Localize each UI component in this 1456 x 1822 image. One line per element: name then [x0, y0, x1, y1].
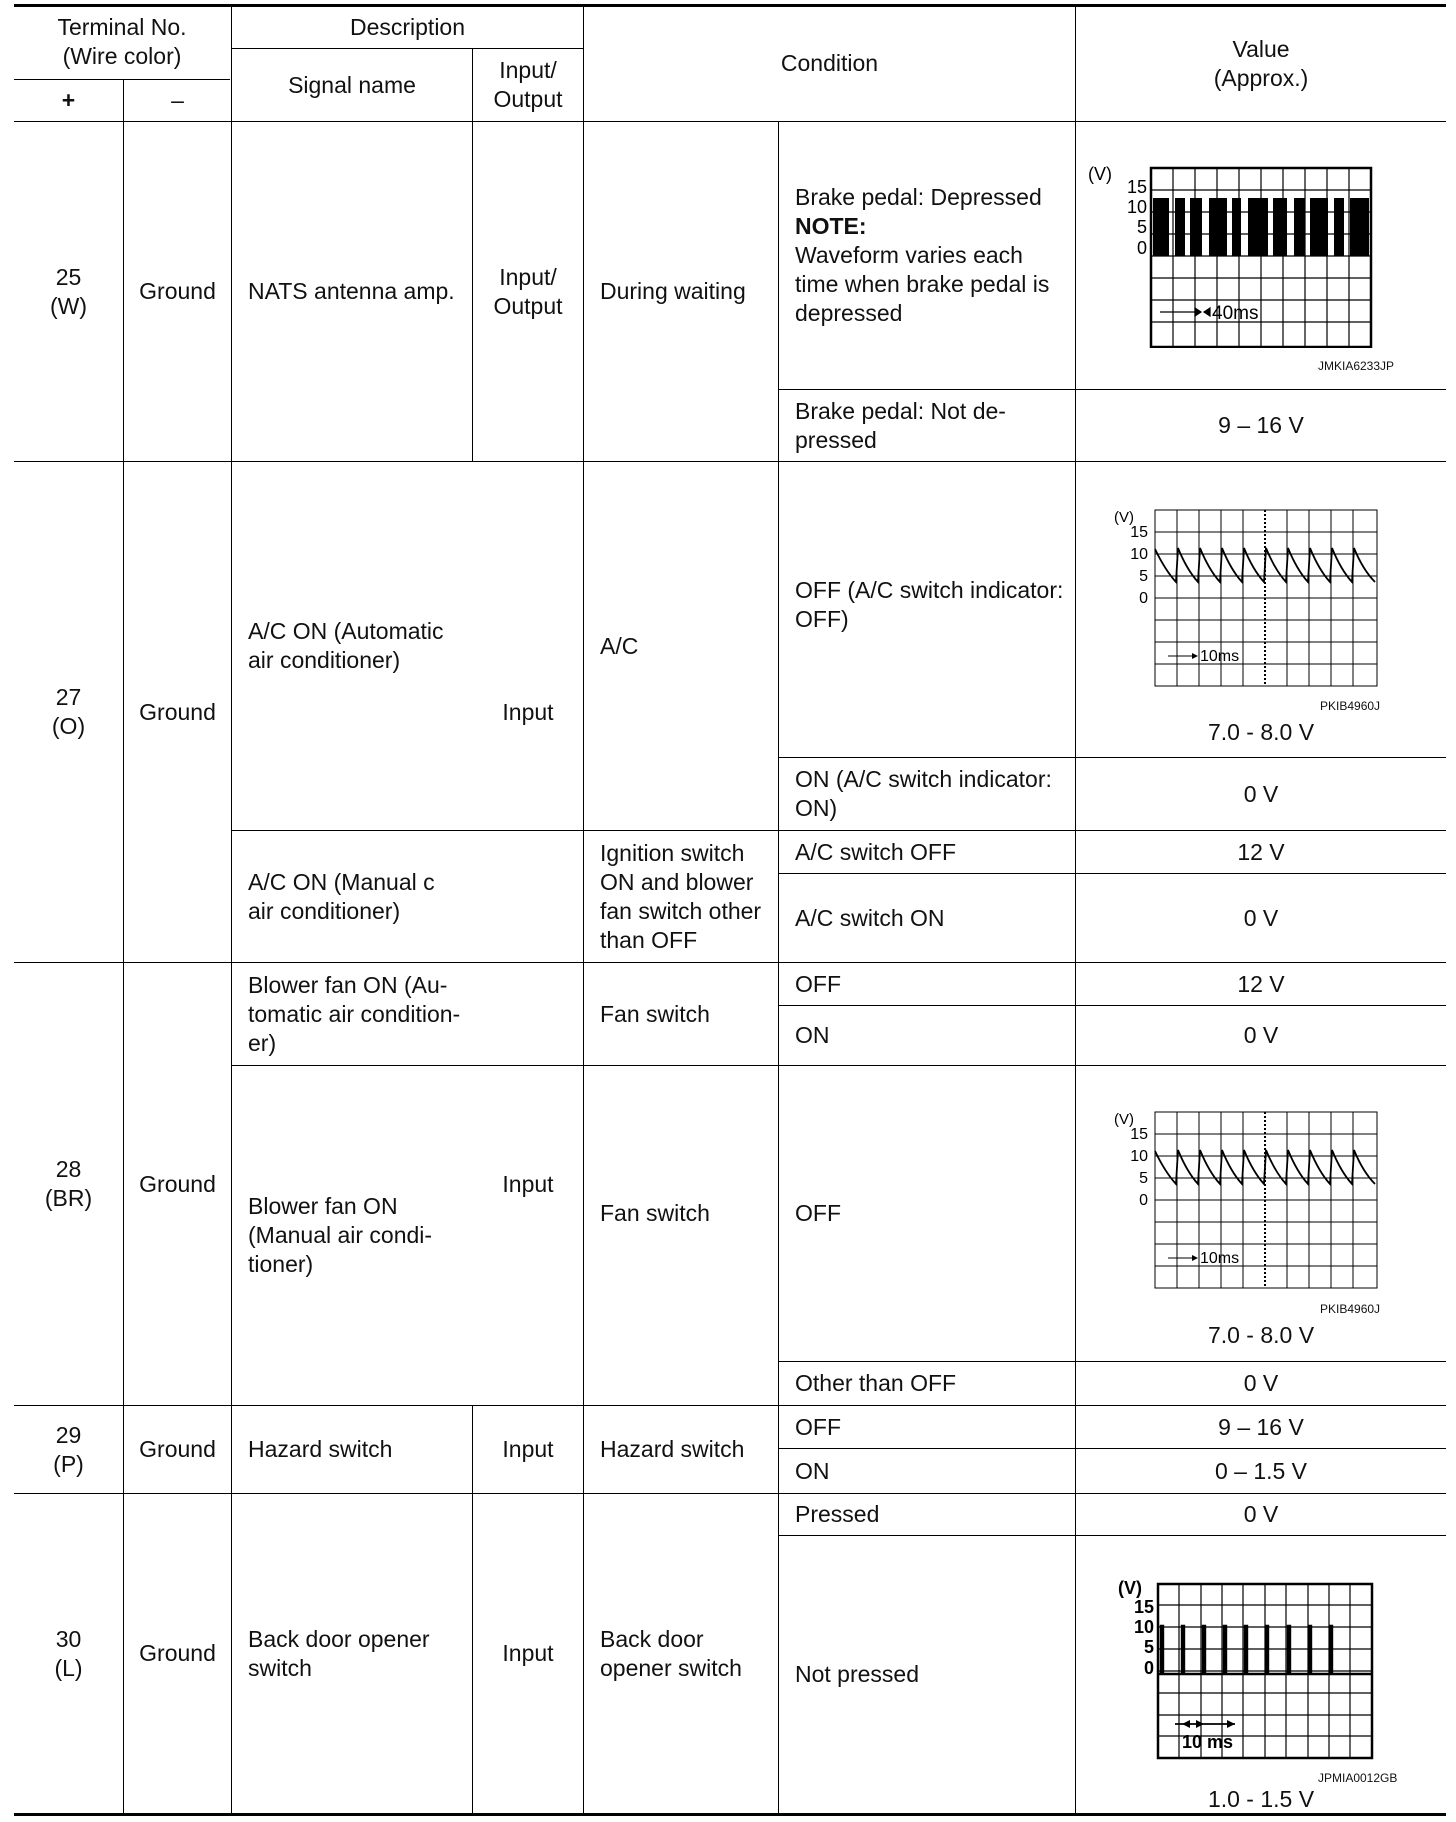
wave-code: JMKIA6233JP: [1318, 359, 1395, 373]
terminal-29-io: Input: [502, 1436, 554, 1462]
terminal-30-io: Input: [502, 1640, 554, 1666]
wave-tick: 10: [1126, 197, 1147, 217]
wave-tick: 0: [1139, 1192, 1148, 1209]
header-terminal: Terminal No. (Wire color): [57, 14, 187, 69]
terminal-27-condition-a: A/C: [600, 632, 639, 659]
terminal-28-b-off: OFF: [795, 1200, 841, 1226]
ac-waveform: [1110, 500, 1380, 690]
terminal-25-signal: NATS antenna amp.: [248, 278, 455, 304]
terminal-29-condition: Hazard switch: [600, 1436, 745, 1462]
terminal-25-condition: During waiting: [600, 278, 746, 304]
terminal-27-off: OFF (A/C switch indicator: OFF): [795, 577, 1064, 632]
door-waveform: [1112, 1570, 1377, 1760]
terminal-28-b-other: Other than OFF: [795, 1370, 957, 1396]
terminal-25: 25 (W): [49, 263, 88, 319]
wave-tick: 5: [1143, 1637, 1154, 1657]
terminal-27: 27 (O): [51, 684, 86, 739]
terminal-27-sw-off: A/C switch OFF: [795, 838, 957, 865]
terminal-28: 28 (BR): [44, 1156, 93, 1211]
terminal-25-sub1: Brake pedal: Depressed NOTE: Waveform varies each time when brake pedal is depressed: [795, 184, 1050, 326]
terminal-28-signal-a: Blower fan ON (Au- tomatic air condition- er): [248, 971, 461, 1056]
terminal-30-pressed-value: 0 V: [1243, 1501, 1279, 1527]
wave-tick: 10: [1130, 546, 1148, 563]
wave-unit: (V): [1114, 509, 1134, 526]
terminal-30-condition: Back door opener switch: [600, 1625, 742, 1681]
wave-tick: 5: [1139, 1170, 1148, 1187]
terminal-30-pressed: Pressed: [795, 1501, 880, 1527]
wave-code: PKIB4960J: [1320, 1302, 1381, 1316]
terminal-29-off-value: 9 – 16 V: [1218, 1413, 1304, 1440]
header-description: Description: [349, 13, 466, 40]
wave-tick: 15: [1130, 1126, 1148, 1143]
terminal-27-signal-a: A/C ON (Automatic air conditioner): [248, 618, 444, 673]
terminal-27-sw-on: A/C switch ON: [795, 904, 945, 931]
wave-time: 10 ms: [1182, 1732, 1234, 1752]
wave-tick: 5: [1136, 217, 1147, 237]
terminal-29-minus: Ground: [139, 1436, 216, 1462]
terminal-29-on: ON: [795, 1457, 830, 1484]
terminal-27-condition-b: Ignition switch ON and blower fan switch other than OFF: [600, 839, 762, 953]
terminal-30-minus: Ground: [139, 1640, 216, 1666]
wave-unit: (V): [1088, 164, 1112, 184]
nats-waveform: [1080, 158, 1380, 348]
terminal-28-a-on-value: 0 V: [1243, 1022, 1279, 1048]
terminal-28-a-off-value: 12 V: [1237, 970, 1285, 997]
wave-tick: 0: [1143, 1658, 1154, 1678]
wave-tick: 0: [1139, 590, 1148, 607]
wave-tick: 10: [1130, 1148, 1148, 1165]
wave-unit: (V): [1114, 1111, 1134, 1128]
terminal-28-condition-a: Fan switch: [600, 1000, 710, 1027]
terminal-30-signal: Back door opener switch: [248, 1625, 430, 1681]
wave-tick: 15: [1130, 524, 1148, 541]
terminal-27-io: Input: [502, 698, 554, 725]
wave-tick: 0: [1136, 238, 1147, 258]
terminal-28-b-other-value: 0 V: [1243, 1370, 1279, 1396]
terminal-27-off-value: 7.0 - 8.0 V: [1207, 718, 1315, 745]
wave-code: JPMIA0012GB: [1318, 1771, 1398, 1785]
wave-code: PKIB4960J: [1320, 699, 1381, 713]
terminal-28-signal-b: Blower fan ON (Manual air condi- tioner): [248, 1193, 433, 1277]
wave-tick: 15: [1133, 1597, 1154, 1617]
blower-waveform: [1110, 1102, 1380, 1292]
terminal-27-sw-off-value: 12 V: [1237, 838, 1285, 865]
terminal-29-off: OFF: [795, 1413, 841, 1440]
wave-unit: (V): [1118, 1578, 1142, 1598]
terminal-25-io: Input/ Output: [493, 263, 563, 319]
terminal-30: 30 (L): [54, 1625, 83, 1681]
terminal-27-signal-b: A/C ON (Manual c air conditioner): [248, 868, 435, 924]
terminal-28-b-off-value: 7.0 - 8.0 V: [1207, 1321, 1315, 1348]
terminal-27-on: ON (A/C switch indicator: ON): [795, 766, 1052, 821]
terminal-25-minus: Ground: [139, 278, 216, 304]
wave-time: 40ms: [1212, 303, 1259, 324]
header-signal-name: Signal name: [288, 71, 416, 98]
wave-time: 10ms: [1200, 1250, 1240, 1267]
wave-tick: 15: [1126, 177, 1147, 197]
terminal-30-np-value: 1.0 - 1.5 V: [1207, 1786, 1315, 1812]
header-minus: –: [171, 87, 184, 113]
header-condition: Condition: [780, 50, 879, 76]
terminal-28-condition-b: Fan switch: [600, 1200, 710, 1226]
terminal-29-signal: Hazard switch: [248, 1436, 393, 1462]
terminal-28-minus: Ground: [139, 1170, 216, 1197]
header-value: Value (Approx.): [1213, 35, 1309, 91]
terminal-28-a-off: OFF: [795, 970, 841, 997]
terminal-28-a-on: ON: [795, 1022, 830, 1048]
header-io: Input/ Output: [493, 57, 563, 112]
terminal-27-on-value: 0 V: [1243, 780, 1279, 807]
header-plus: +: [61, 87, 76, 113]
wave-tick: 10: [1133, 1617, 1154, 1637]
terminal-30-not-pressed: Not pressed: [795, 1661, 920, 1687]
terminal-29: 29 (P): [53, 1421, 84, 1477]
terminal-27-sw-on-value: 0 V: [1243, 904, 1279, 931]
terminal-25-sub2-value: 9 – 16 V: [1218, 412, 1304, 438]
terminal-27-minus: Ground: [139, 698, 216, 725]
wave-time: 10ms: [1200, 648, 1240, 665]
terminal-28-io: Input: [502, 1170, 554, 1197]
terminal-29-on-value: 0 – 1.5 V: [1214, 1457, 1308, 1484]
terminal-25-sub2: Brake pedal: Not de- pressed: [795, 397, 1006, 453]
wave-tick: 5: [1139, 568, 1148, 585]
